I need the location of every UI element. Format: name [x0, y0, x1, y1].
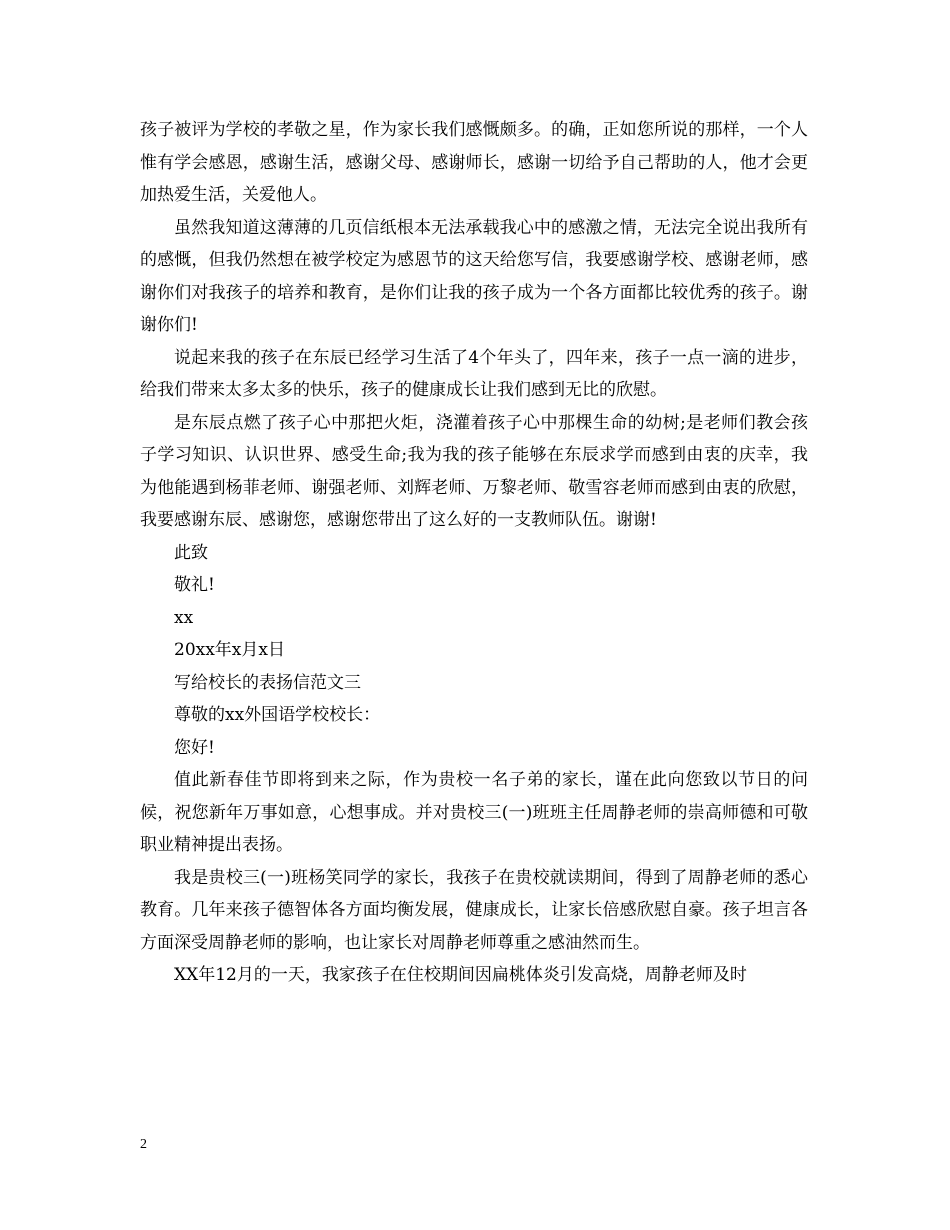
greeting: 您好! [174, 737, 215, 758]
paragraph: 虽然我知道这薄薄的几页信纸根本无法承载我心中的感激之情，无法完全说出我所有的感慨，但我仍然想在被学校定为感恩节的这天给您写信，我要感谢学校、感谢老师，感谢你们对我孩子的培养和教育，是你们让我的孩子成为一个各方面都比较优秀的孩子。谢谢你们! [140, 217, 808, 335]
salutation: 尊敬的xx外国语学校校长： [174, 705, 381, 725]
date-line: 20xx年x月x日 [174, 640, 285, 660]
closing-salute: 敬礼! [174, 575, 215, 595]
closing-line: 此致 [174, 542, 208, 563]
section-heading: 写给校长的表扬信范文三 [174, 672, 361, 693]
signature: xx [174, 607, 194, 628]
paragraph: 孩子被评为学校的孝敬之星，作为家长我们感慨颇多。的确，正如您所说的那样，一个人惟有学会感恩，感谢生活，感谢父母、感谢师长，感谢一切给予自己帮助的人，他才会更加热爱生活，关爱他人。 [140, 120, 808, 205]
page-number: 2 [140, 1137, 147, 1152]
document-body [140, 114, 808, 992]
paragraph: 值此新春佳节即将到来之际，作为贵校一名子弟的家长，谨在此向您致以节日的问候，祝您新年万事如意，心想事成。并对贵校三(一)班班主任周静老师的崇高师德和可敬职业精神提出表扬。 [140, 770, 808, 855]
paragraph: 我是贵校三(一)班杨笑同学的家长，我孩子在贵校就读期间，得到了周静老师的悉心教育。几年来孩子德智体各方面均衡发展，健康成长，让家长倍感欣慰自豪。孩子坦言各方面深受周静老师的影响，也让家长对周静老师尊重之感油然而生。 [140, 867, 808, 953]
paragraph: 是东辰点燃了孩子心中那把火炬，浇灌着孩子心中那棵生命的幼树;是老师们教会孩子学习知识、认识世界、感受生命;我为我的孩子能够在东辰求学而感到由衷的庆幸，我为他能遇到杨菲老师、谢强老师、刘辉老师、万黎老师、敬雪容老师而感到由衷的欣慰，我要感谢东辰、感谢您，感谢您带出了这么好的一支教师队伍。谢谢! [140, 412, 808, 530]
paragraph: XX年12月的一天，我家孩子在住校期间因扁桃体炎引发高烧，周静老师及时 [174, 965, 747, 985]
paragraph: 说起来我的孩子在东辰已经学习生活了4个年头了，四年来，孩子一点一滴的进步，给我们带来太多太多的快乐，孩子的健康成长让我们感到无比的欣慰。 [140, 347, 808, 400]
